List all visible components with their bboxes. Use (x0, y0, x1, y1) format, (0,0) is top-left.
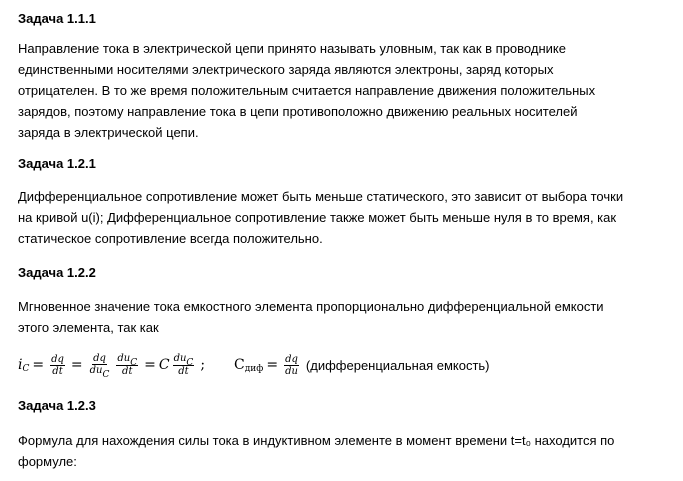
formula-lhs: i (18, 357, 23, 373)
text-line: единственными носителями электрического заряда являются электроны, заряд которых (18, 62, 554, 77)
text-line: статическое сопротивление всегда положительно. (18, 231, 323, 246)
fraction-denominator: du (285, 365, 298, 377)
formula-eq: = (70, 357, 83, 373)
text-line: на кривой u(i); Дифференциальное сопротивление также может быть меньше нуля в то время, как (18, 210, 617, 225)
fraction-denominator (89, 365, 111, 380)
fraction-dq-dt (50, 354, 65, 377)
formula-eq: = (266, 357, 279, 373)
section-text-1-1-1 (18, 38, 658, 143)
formula-c-symbol: C (158, 357, 170, 373)
formula-eq: = (32, 357, 45, 373)
fraction-denominator: dt (178, 366, 189, 377)
section-text-1-2-3 (18, 430, 658, 472)
formula-cdiff-sub: диф (244, 364, 264, 374)
section-text-1-2-2 (18, 296, 658, 338)
formula-lhs-sub: C (22, 364, 30, 374)
text-line: этого элемента, так как (18, 320, 159, 335)
formula-semicolon: ; (200, 357, 206, 373)
fraction-numerator: dq (285, 353, 298, 365)
text-line: зарядов, поэтому направление тока в цепи противоположно движению реальных носителей (18, 104, 578, 119)
text-line: Дифференциальное сопротивление может быть меньше статического, это зависит от выбора точки (18, 189, 624, 204)
fraction-numerator (173, 353, 195, 366)
numerator-text: du (173, 353, 187, 364)
numerator-sub: C (186, 358, 194, 368)
fraction-duc-dt (116, 353, 138, 377)
numerator-sub: C (130, 358, 138, 368)
fraction-denominator: dt (122, 366, 133, 377)
fraction-denominator: dt (52, 365, 63, 377)
denominator-sub: C (102, 370, 110, 380)
text-line: отрицателен. В то же время положительным считается направление движения положительных (18, 83, 596, 98)
text-line: заряда в электрической цепи. (18, 125, 199, 140)
section-title-1-2-2: Задача 1.2.2 (18, 265, 96, 280)
text-line: Направление тока в электрической цепи принято называть уловным, так как в проводнике (18, 41, 566, 56)
formula-eq: = (144, 357, 156, 373)
denominator-text: du (89, 365, 103, 376)
fraction-duc-dt-2 (173, 353, 195, 377)
fraction-numerator: dq (93, 353, 106, 364)
numerator-text: du (117, 353, 131, 364)
fraction-dq-duc (89, 353, 111, 380)
formula-cdiff: С (234, 357, 245, 373)
section-title-1-2-1: Задача 1.2.1 (18, 156, 96, 171)
section-text-1-2-1 (18, 186, 658, 249)
fraction-numerator (116, 353, 138, 366)
fraction-dq-du (284, 354, 299, 377)
section-title-1-1-1: Задача 1.1.1 (18, 11, 96, 26)
formula-note: (дифференциальная емкость) (305, 357, 490, 373)
capacitor-current-formula (18, 350, 490, 380)
fraction-numerator: dq (51, 353, 64, 365)
text-line: Формула для нахождения силы тока в индуктивном элементе в момент времени t=t₀ находится по (18, 433, 615, 448)
text-line: формуле: (18, 454, 77, 469)
text-line: Мгновенное значение тока емкостного элемента пропорционально дифференциальной емкости (18, 299, 604, 314)
section-title-1-2-3: Задача 1.2.3 (18, 398, 96, 413)
